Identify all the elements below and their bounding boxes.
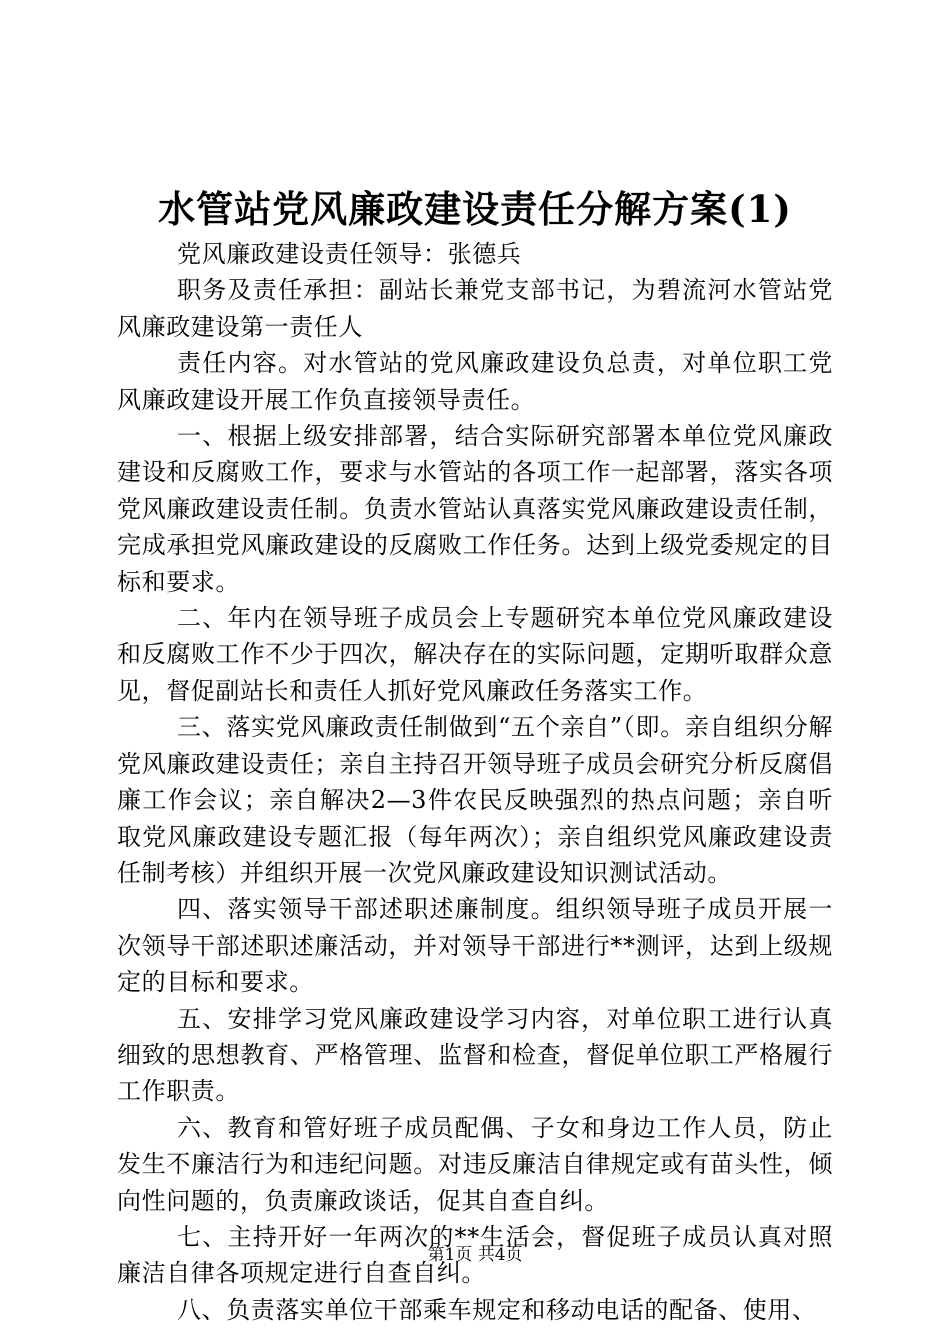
page-number-footer: 第1页 共4页 <box>427 1245 523 1265</box>
paragraph-item-5: 五、安排学习党风廉政建设学习内容，对单位职工进行认真细致的思想教育、严格管理、监督和检查，督促单位职工严格履行工作职责。 <box>117 1004 833 1106</box>
paragraph-item-8: 八、负责落实单位干部乘车规定和移动电话的配备、使用、 <box>177 1295 817 1324</box>
paragraph-leader: 党风廉政建设责任领导：张德兵 <box>177 240 522 268</box>
paragraph-item-2: 二、年内在领导班子成员会上专题研究本单位党风廉政建设和反腐败工作不少于四次，解决存在的实际问题，定期听取群众意见，督促副站长和责任人抓好党风廉政任务落实工作。 <box>117 604 833 705</box>
paragraph-position: 职务及责任承担：副站长兼党支部书记，为碧流河水管站党风廉政建设第一责任人 <box>117 276 833 341</box>
paragraph-item-1: 一、根据上级安排部署，结合实际研究部署本单位党风廉政建设和反腐败工作，要求与水管站的各项工作一起部署，落实各项党风廉政建设责任制。负责水管站认真落实党风廉政建设责任制，完成承担党风廉政建设的反腐败工作任务。达到上级党委规定的目标和要求。 <box>117 422 833 596</box>
document-title: 水管站党风廉政建设责任分解方案(1) <box>158 187 792 231</box>
paragraph-item-7: 七、主持开好一年两次的**生活会，督促班子成员认真对照廉洁自律各项规定进行自查自纠。 <box>117 1222 833 1288</box>
paragraph-item-6: 六、教育和管好班子成员配偶、子女和身边工作人员，防止发生不廉洁行为和违纪问题。对违反廉洁自律规定或有苗头性，倾向性问题的，负责廉政谈话，促其自查自纠。 <box>117 1113 833 1215</box>
paragraph-item-3: 三、落实党风廉政责任制做到“五个亲自”（即。亲自组织分解党风廉政建设责任；亲自主持召开领导班子成员会研究分析反腐倡廉工作会议；亲自解决2—3件农民反映强烈的热点问题；亲自听取党风廉政建设专题汇报（每年两次）；亲自组织党风廉政建设责任制考核）并组织开展一次党风廉政建设知识测试活动。 <box>117 713 833 887</box>
paragraph-responsibility: 责任内容。对水管站的党风廉政建设负总责，对单位职工党风廉政建设开展工作负直接领导责任。 <box>117 349 833 414</box>
paragraph-item-4: 四、落实领导干部述职述廉制度。组织领导班子成员开展一次领导干部述职述廉活动，并对领导干部进行**测评，达到上级规定的目标和要求。 <box>117 895 833 997</box>
document-body <box>117 236 833 1328</box>
